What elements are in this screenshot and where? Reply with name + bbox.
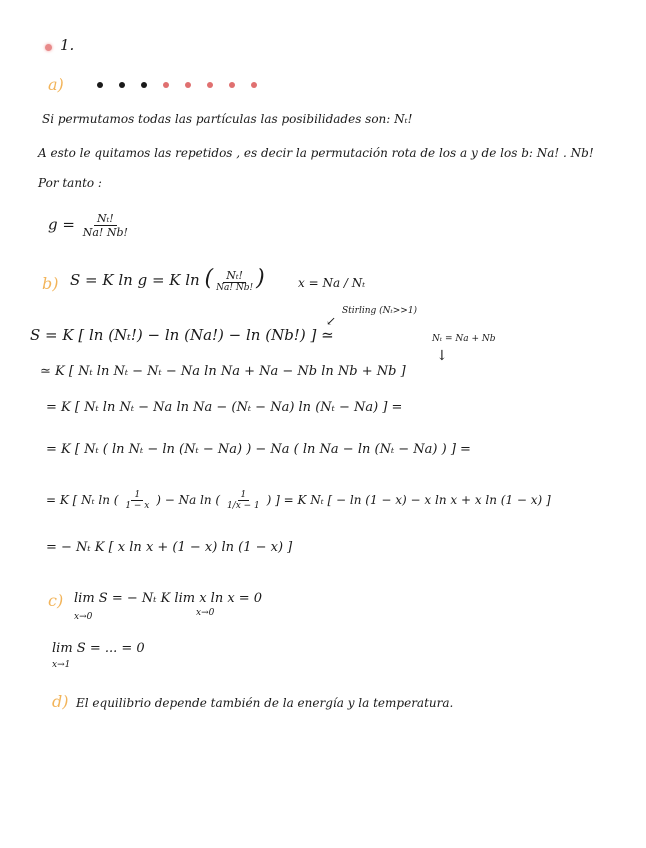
limit-2: lim S = ... = 0 — [52, 641, 145, 656]
g-denominator: Na! Nb! — [82, 226, 128, 239]
limit-2-subscript: x→1 — [52, 660, 71, 670]
derivation-line-1: S = K [ ln (Nₜ!) − ln (Na!) − ln (Nb!) ] ≃ — [30, 326, 334, 344]
derivation-line-6: = − Nₜ K [ x ln x + (1 − x) ln (1 − x) ] — [46, 540, 293, 555]
bullet-marker — [45, 44, 52, 51]
entropy-fraction — [213, 269, 256, 293]
line5-fraction-1 — [122, 490, 152, 511]
particle-dot — [141, 82, 147, 88]
limit-1: lim S = − Nₜ K lim x ln x = 0 — [74, 591, 263, 606]
particle-dot — [207, 82, 213, 88]
particle-dot — [163, 82, 169, 88]
line5-part-a: = K [ Nₜ ln ( — [46, 493, 119, 507]
g-numerator: Nₜ! — [94, 212, 117, 226]
entropy-definition: S = K ln g = K ln ( $\frac{\text{Nₜ!}}{Na! Nb!}$ ) — [70, 266, 265, 293]
part-d-text: El equilibrio depende también de la energía y la temperatura. — [76, 696, 454, 710]
part-c-label: c) — [48, 591, 64, 610]
particle-dot — [229, 82, 235, 88]
part-a-line-1: Si permutamos todas las partículas las posibilidades son: Nₜ! — [42, 112, 413, 126]
problem-number: 1. — [60, 36, 75, 54]
particle-dot — [119, 82, 125, 88]
entropy-numerator: Nₜ! — [223, 269, 246, 283]
arrow-down-icon: ↓ — [436, 348, 448, 364]
entropy-lhs: S = K ln g = K ln — [70, 271, 200, 289]
g-formula — [48, 212, 131, 239]
g-fraction — [80, 212, 131, 239]
curved-arrow-icon: ↙ — [326, 314, 337, 328]
line5-part-b: ) − Na ln ( — [156, 493, 221, 507]
g-lhs: g = — [48, 215, 75, 234]
derivation-line-5 — [46, 490, 551, 511]
line5-part-c: ) ] = K Nₜ [ − ln (1 − x) − x ln x + x ln (1 − x) ] — [266, 493, 551, 507]
limit-1-subscript-a: x→0 — [74, 612, 93, 622]
entropy-denominator: Na! Nb! — [216, 283, 254, 293]
derivation-line-4: = K [ Nₜ ( ln Nₜ − ln (Nₜ − Na) ) − Na ( ln Na − ln (Nₜ − Na) ) ] = — [46, 442, 471, 457]
part-b-label: b) — [42, 274, 59, 293]
derivation-line-2: ≃ K [ Nₜ ln Nₜ − Nₜ − Na ln Na + Na − Nb ln Nb + Nb ] — [40, 364, 406, 379]
line5-frac1-den: 1 − x — [125, 501, 150, 511]
part-d-label: d) — [52, 692, 69, 711]
particle-dot — [97, 82, 103, 88]
part-a-line-3: Por tanto : — [38, 176, 102, 190]
stirling-note: Stirling (Nₜ>>1) — [342, 306, 418, 316]
line5-fraction-2 — [224, 490, 263, 511]
derivation-line-3: = K [ Nₜ ln Nₜ − Na ln Na − (Nₜ − Na) ln (Nₜ − Na) ] = — [46, 400, 403, 415]
nt-definition: Nₜ = Na + Nb — [432, 334, 496, 344]
line5-frac2-den: 1/x − 1 — [226, 501, 260, 511]
x-definition: x = Na / Nₜ — [298, 276, 366, 290]
particle-dot — [251, 82, 257, 88]
particle-dot — [185, 82, 191, 88]
limit-1-subscript-b: x→0 — [196, 608, 215, 618]
part-a-line-2: A esto le quitamos las repetidos , es decir la permutación rota de los a y de los b: Na! . Nb! — [38, 146, 594, 160]
part-a-label: a) — [48, 75, 64, 94]
line5-frac1-num: 1 — [131, 490, 143, 501]
line5-frac2-num: 1 — [238, 490, 250, 501]
